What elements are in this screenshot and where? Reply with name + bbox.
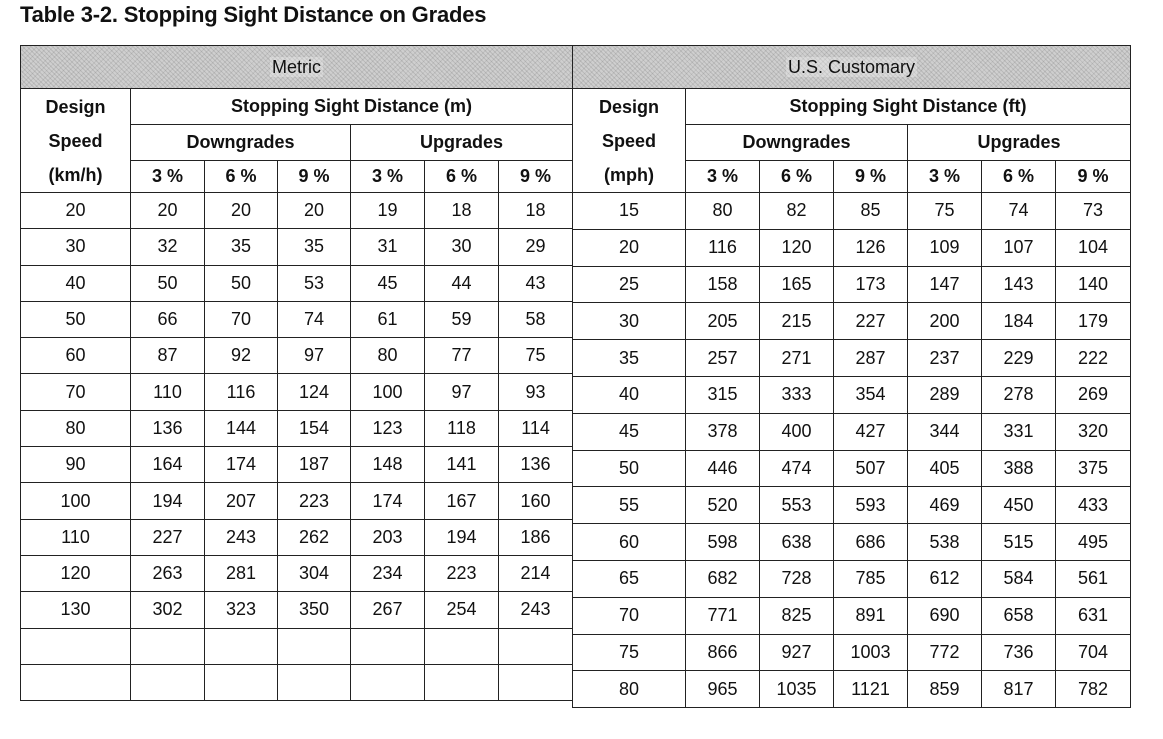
metric-distance-cell (278, 664, 351, 700)
us-speed-cell: 15 (573, 193, 686, 230)
us-distance-cell: 690 (908, 597, 982, 634)
metric-distance-cell: 92 (205, 338, 278, 374)
metric-distance-cell: 114 (499, 410, 573, 446)
table-row (21, 664, 573, 700)
us-distance-cell: 736 (982, 634, 1056, 671)
table-row (573, 229, 1131, 266)
metric-distance-cell: 160 (499, 483, 573, 519)
table-row (21, 628, 573, 664)
metric-distance-cell: 97 (278, 338, 351, 374)
metric-speed-cell: 90 (21, 447, 131, 483)
us-distance-cell: 104 (1056, 229, 1131, 266)
us-distance-cell: 561 (1056, 560, 1131, 597)
us-distance-cell: 825 (760, 597, 834, 634)
us-grade-header: 6 % (982, 161, 1056, 193)
us-distance-cell: 785 (834, 560, 908, 597)
us-distance-cell: 1003 (834, 634, 908, 671)
metric-distance-cell (205, 664, 278, 700)
us-distance-cell: 120 (760, 229, 834, 266)
metric-distance-cell: 263 (131, 555, 205, 591)
us-distance-cell: 315 (686, 376, 760, 413)
metric-distance-cell: 74 (278, 301, 351, 337)
us-distance-cell: 333 (760, 376, 834, 413)
metric-distance-cell: 141 (425, 447, 499, 483)
us-distance-cell: 354 (834, 376, 908, 413)
metric-distance-cell: 110 (131, 374, 205, 410)
metric-speed-cell: 80 (21, 410, 131, 446)
table-row (21, 374, 573, 410)
us-distance-cell: 215 (760, 303, 834, 340)
metric-distance-cell (351, 628, 425, 664)
us-speed-cell: 60 (573, 524, 686, 561)
metric-distance-cell: 35 (205, 229, 278, 265)
us-distance-cell: 74 (982, 193, 1056, 230)
table-row (573, 487, 1131, 524)
us-distance-cell: 320 (1056, 413, 1131, 450)
us-grade-header: 3 % (908, 161, 982, 193)
us-speed-header: Design Speed (mph) (573, 89, 686, 193)
metric-speed-cell: 30 (21, 229, 131, 265)
metric-speed-cell: 120 (21, 555, 131, 591)
us-distance-cell: 584 (982, 560, 1056, 597)
us-speed-cell: 25 (573, 266, 686, 303)
table-row (573, 524, 1131, 561)
us-distance-cell: 126 (834, 229, 908, 266)
us-distance-cell: 538 (908, 524, 982, 561)
metric-distance-cell: 116 (205, 374, 278, 410)
metric-distance-cell: 77 (425, 338, 499, 374)
table-row (573, 303, 1131, 340)
metric-table (20, 45, 573, 701)
table-row (21, 193, 573, 229)
us-distance-cell: 344 (908, 413, 982, 450)
metric-distance-cell: 61 (351, 301, 425, 337)
metric-distance-cell: 304 (278, 555, 351, 591)
us-ssd-header: Stopping Sight Distance (ft) (686, 89, 1131, 125)
metric-distance-cell: 59 (425, 301, 499, 337)
metric-distance-cell: 350 (278, 592, 351, 628)
table-row (21, 229, 573, 265)
metric-distance-cell (205, 628, 278, 664)
metric-distance-cell: 44 (425, 265, 499, 301)
metric-distance-cell (278, 628, 351, 664)
us-grade-header: 3 % (686, 161, 760, 193)
metric-distance-cell: 167 (425, 483, 499, 519)
metric-distance-cell: 223 (278, 483, 351, 519)
metric-distance-cell: 20 (131, 193, 205, 229)
metric-distance-cell: 18 (425, 193, 499, 229)
us-grade-header: 9 % (834, 161, 908, 193)
us-distance-cell: 107 (982, 229, 1056, 266)
metric-speed-cell: 20 (21, 193, 131, 229)
metric-distance-cell: 194 (131, 483, 205, 519)
us-distance-cell: 598 (686, 524, 760, 561)
metric-speed-cell (21, 664, 131, 700)
us-distance-cell: 593 (834, 487, 908, 524)
metric-distance-cell: 45 (351, 265, 425, 301)
metric-distance-cell: 174 (351, 483, 425, 519)
table-title: Table 3-2. Stopping Sight Distance on Grades (20, 2, 487, 27)
us-distance-cell: 165 (760, 266, 834, 303)
us-distance-cell: 73 (1056, 193, 1131, 230)
us-distance-cell: 686 (834, 524, 908, 561)
us-distance-cell: 378 (686, 413, 760, 450)
us-distance-cell: 227 (834, 303, 908, 340)
metric-distance-cell: 254 (425, 592, 499, 628)
metric-distance-cell: 187 (278, 447, 351, 483)
metric-distance-cell: 223 (425, 555, 499, 591)
table-row (573, 671, 1131, 708)
metric-speed-cell: 60 (21, 338, 131, 374)
metric-table-body (21, 46, 573, 701)
metric-distance-cell: 50 (205, 265, 278, 301)
metric-distance-cell: 58 (499, 301, 573, 337)
metric-distance-cell: 267 (351, 592, 425, 628)
metric-distance-cell: 323 (205, 592, 278, 628)
metric-grade-header: 6 % (205, 161, 278, 193)
us-speed-cell: 55 (573, 487, 686, 524)
metric-distance-cell: 43 (499, 265, 573, 301)
us-distance-cell: 109 (908, 229, 982, 266)
us-distance-cell: 75 (908, 193, 982, 230)
us-distance-cell: 704 (1056, 634, 1131, 671)
us-upgrades-header: Upgrades (908, 125, 1131, 161)
metric-speed-cell: 130 (21, 592, 131, 628)
metric-distance-cell: 164 (131, 447, 205, 483)
table-row (21, 301, 573, 337)
table-row (573, 413, 1131, 450)
us-speed-cell: 65 (573, 560, 686, 597)
us-distance-cell: 1121 (834, 671, 908, 708)
us-distance-cell: 222 (1056, 340, 1131, 377)
us-distance-cell: 147 (908, 266, 982, 303)
us-distance-cell: 82 (760, 193, 834, 230)
us-distance-cell: 179 (1056, 303, 1131, 340)
us-distance-cell: 85 (834, 193, 908, 230)
metric-distance-cell: 186 (499, 519, 573, 555)
metric-distance-cell: 144 (205, 410, 278, 446)
us-distance-cell: 474 (760, 450, 834, 487)
us-distance-cell: 257 (686, 340, 760, 377)
us-distance-cell: 891 (834, 597, 908, 634)
metric-distance-cell: 227 (131, 519, 205, 555)
us-distance-cell: 427 (834, 413, 908, 450)
us-distance-cell: 446 (686, 450, 760, 487)
us-distance-cell: 388 (982, 450, 1056, 487)
table-row (573, 450, 1131, 487)
us-distance-cell: 866 (686, 634, 760, 671)
table-row (573, 560, 1131, 597)
metric-distance-cell: 53 (278, 265, 351, 301)
us-distance-cell: 782 (1056, 671, 1131, 708)
us-distance-cell: 140 (1056, 266, 1131, 303)
metric-distance-cell: 194 (425, 519, 499, 555)
us-distance-cell: 237 (908, 340, 982, 377)
table-row (573, 634, 1131, 671)
metric-grade-header: 9 % (499, 161, 573, 193)
us-distance-cell: 80 (686, 193, 760, 230)
metric-distance-cell: 203 (351, 519, 425, 555)
table-row (21, 338, 573, 374)
us-speed-cell: 80 (573, 671, 686, 708)
table-row (21, 410, 573, 446)
metric-downgrades-header: Downgrades (131, 125, 351, 161)
table-row (573, 597, 1131, 634)
us-speed-cell: 75 (573, 634, 686, 671)
us-downgrades-header: Downgrades (686, 125, 908, 161)
metric-distance-cell (351, 664, 425, 700)
metric-distance-cell: 262 (278, 519, 351, 555)
us-distance-cell: 269 (1056, 376, 1131, 413)
us-speed-cell: 45 (573, 413, 686, 450)
us-distance-cell: 271 (760, 340, 834, 377)
metric-distance-cell: 35 (278, 229, 351, 265)
us-distance-cell: 495 (1056, 524, 1131, 561)
table-row (21, 483, 573, 519)
us-distance-cell: 229 (982, 340, 1056, 377)
us-grade-header: 6 % (760, 161, 834, 193)
us-speed-cell: 20 (573, 229, 686, 266)
us-distance-cell: 200 (908, 303, 982, 340)
us-distance-cell: 1035 (760, 671, 834, 708)
us-distance-cell: 817 (982, 671, 1056, 708)
metric-distance-cell: 18 (499, 193, 573, 229)
metric-distance-cell (131, 664, 205, 700)
metric-speed-header: Design Speed (km/h) (21, 89, 131, 193)
us-distance-cell: 631 (1056, 597, 1131, 634)
metric-distance-cell: 243 (499, 592, 573, 628)
metric-distance-cell (499, 628, 573, 664)
metric-speed-cell: 100 (21, 483, 131, 519)
metric-speed-cell: 50 (21, 301, 131, 337)
us-distance-cell: 520 (686, 487, 760, 524)
metric-speed-cell: 40 (21, 265, 131, 301)
us-distance-cell: 433 (1056, 487, 1131, 524)
us-distance-cell: 287 (834, 340, 908, 377)
us-distance-cell: 965 (686, 671, 760, 708)
table-row (21, 519, 573, 555)
metric-banner: Metric (21, 46, 573, 89)
us-speed-cell: 35 (573, 340, 686, 377)
metric-distance-cell: 123 (351, 410, 425, 446)
us-customary-table (572, 45, 1131, 708)
metric-speed-cell: 70 (21, 374, 131, 410)
metric-distance-cell: 136 (499, 447, 573, 483)
metric-upgrades-header: Upgrades (351, 125, 573, 161)
metric-distance-cell (425, 664, 499, 700)
metric-distance-cell: 19 (351, 193, 425, 229)
us-speed-cell: 40 (573, 376, 686, 413)
us-distance-cell: 638 (760, 524, 834, 561)
us-distance-cell: 507 (834, 450, 908, 487)
us-speed-cell: 50 (573, 450, 686, 487)
metric-distance-cell: 75 (499, 338, 573, 374)
us-distance-cell: 158 (686, 266, 760, 303)
metric-distance-cell: 136 (131, 410, 205, 446)
us-distance-cell: 173 (834, 266, 908, 303)
metric-distance-cell: 148 (351, 447, 425, 483)
table-row (21, 265, 573, 301)
metric-distance-cell: 243 (205, 519, 278, 555)
metric-distance-cell: 66 (131, 301, 205, 337)
metric-distance-cell: 154 (278, 410, 351, 446)
us-distance-cell: 515 (982, 524, 1056, 561)
us-distance-cell: 143 (982, 266, 1056, 303)
metric-distance-cell: 207 (205, 483, 278, 519)
metric-distance-cell: 30 (425, 229, 499, 265)
table-row (573, 193, 1131, 230)
metric-distance-cell: 234 (351, 555, 425, 591)
metric-distance-cell (131, 628, 205, 664)
us-distance-cell: 682 (686, 560, 760, 597)
metric-distance-cell: 20 (278, 193, 351, 229)
metric-distance-cell: 93 (499, 374, 573, 410)
table-row (573, 340, 1131, 377)
us-grade-header: 9 % (1056, 161, 1131, 193)
metric-distance-cell: 281 (205, 555, 278, 591)
us-speed-cell: 30 (573, 303, 686, 340)
table-row (21, 592, 573, 628)
us-distance-cell: 771 (686, 597, 760, 634)
us-table-body (573, 46, 1131, 708)
metric-grade-header: 9 % (278, 161, 351, 193)
us-distance-cell: 450 (982, 487, 1056, 524)
metric-distance-cell: 97 (425, 374, 499, 410)
metric-distance-cell: 80 (351, 338, 425, 374)
us-distance-cell: 400 (760, 413, 834, 450)
us-distance-cell: 375 (1056, 450, 1131, 487)
us-distance-cell: 927 (760, 634, 834, 671)
us-distance-cell: 658 (982, 597, 1056, 634)
us-distance-cell: 331 (982, 413, 1056, 450)
metric-grade-header: 3 % (131, 161, 205, 193)
us-distance-cell: 289 (908, 376, 982, 413)
us-distance-cell: 205 (686, 303, 760, 340)
us-distance-cell: 553 (760, 487, 834, 524)
metric-distance-cell: 124 (278, 374, 351, 410)
metric-distance-cell: 70 (205, 301, 278, 337)
us-speed-cell: 70 (573, 597, 686, 634)
us-banner: U.S. Customary (573, 46, 1131, 89)
metric-distance-cell: 50 (131, 265, 205, 301)
metric-distance-cell: 100 (351, 374, 425, 410)
us-distance-cell: 772 (908, 634, 982, 671)
metric-distance-cell (425, 628, 499, 664)
metric-distance-cell (499, 664, 573, 700)
metric-distance-cell: 32 (131, 229, 205, 265)
metric-distance-cell: 87 (131, 338, 205, 374)
us-distance-cell: 116 (686, 229, 760, 266)
us-distance-cell: 728 (760, 560, 834, 597)
metric-distance-cell: 29 (499, 229, 573, 265)
us-distance-cell: 405 (908, 450, 982, 487)
metric-speed-cell: 110 (21, 519, 131, 555)
metric-distance-cell: 20 (205, 193, 278, 229)
us-distance-cell: 278 (982, 376, 1056, 413)
metric-grade-header: 6 % (425, 161, 499, 193)
metric-distance-cell: 118 (425, 410, 499, 446)
table-row (21, 447, 573, 483)
table-row (573, 376, 1131, 413)
us-distance-cell: 469 (908, 487, 982, 524)
metric-ssd-header: Stopping Sight Distance (m) (131, 89, 573, 125)
us-distance-cell: 859 (908, 671, 982, 708)
metric-distance-cell: 302 (131, 592, 205, 628)
metric-speed-cell (21, 628, 131, 664)
metric-distance-cell: 31 (351, 229, 425, 265)
table-row (21, 555, 573, 591)
metric-grade-header: 3 % (351, 161, 425, 193)
us-distance-cell: 612 (908, 560, 982, 597)
table-row (573, 266, 1131, 303)
metric-distance-cell: 174 (205, 447, 278, 483)
metric-distance-cell: 214 (499, 555, 573, 591)
us-distance-cell: 184 (982, 303, 1056, 340)
